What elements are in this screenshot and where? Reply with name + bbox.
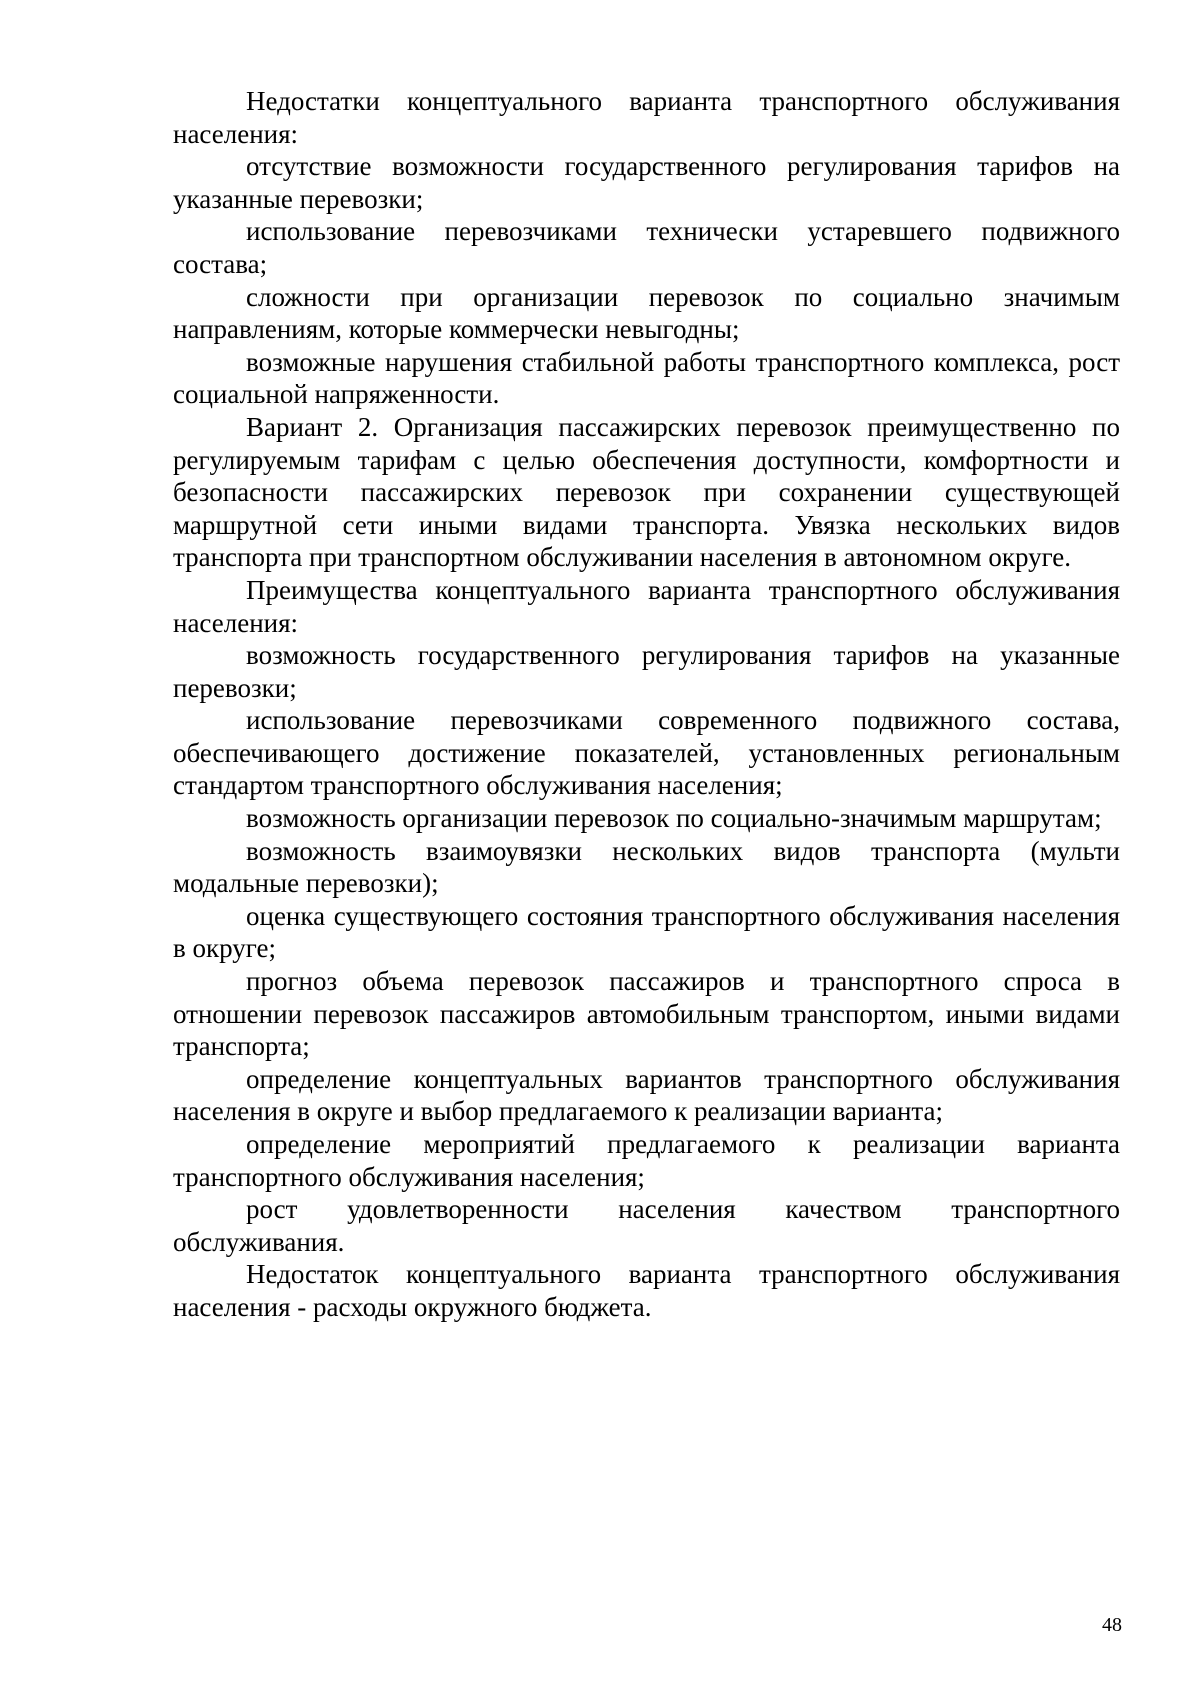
paragraph-assessment: оценка существующего состояния транспортного обслуживания населения в округе; [173, 900, 1120, 964]
paragraph-outdated-rolling-stock: использование перевозчиками технически устаревшего подвижного состава; [173, 216, 1120, 279]
paragraph-stability-violations: возможные нарушения стабильной работы транспортного комплекса, рост социальной напряженности. [173, 346, 1120, 410]
paragraph-disadvantages-heading: Недостатки концептуального варианта транспортного обслуживания населения: [173, 86, 1120, 149]
paragraph-no-tariff-regulation: отсутствие возможности государственного регулирования тарифов на указанные перевозки; [173, 151, 1120, 214]
paragraph-advantages-heading: Преимущества концептуального варианта транспортного обслуживания населения: [173, 574, 1120, 638]
paragraph-social-routes: возможность организации перевозок по социально-значимым маршрутам; [246, 803, 1102, 834]
paragraph-tariff-regulation: возможность государственного регулирования тарифов на указанные перевозки; [173, 640, 1120, 703]
paragraph-forecast: прогноз объема перевозок пассажиров и транспортного спроса в отношении перевозок пассажиров автомобильным транспортом, иными видами транспорта; [173, 966, 1120, 1062]
paragraph-budget-disadvantage: Недостаток концептуального варианта транспортного обслуживания населения - расходы окружного бюджета. [173, 1259, 1120, 1322]
page-number: 48 [1102, 1614, 1122, 1636]
document-body [173, 85, 1120, 1324]
paragraph-variant-selection: определение концептуальных вариантов транспортного обслуживания населения в округе и выбор предлагаемого к реализации варианта; [173, 1063, 1120, 1127]
paragraph-modern-rolling-stock: использование перевозчиками современного подвижного состава, обеспечивающего достижение показателей, установленных региональным стандартом транспортного обслуживания населения; [173, 705, 1120, 801]
paragraph-social-routes-difficulty: сложности при организации перевозок по социально значимым направлениям, которые коммерчески невыгодны; [173, 281, 1120, 345]
paragraph-measures: определение мероприятий предлагаемого к реализации варианта транспортного обслуживания населения; [173, 1129, 1120, 1192]
paragraph-variant-2: Вариант 2. Организация пассажирских перевозок преимущественно по регулируемым тарифам с целью обеспечения доступности, комфортности и безопасности пассажирских перевозок при сохранении существующей маршрутной сети иными видами транспорта. Увязка нескольких видов транспорта при транспортном обслуживании населения в автономном округе. [173, 411, 1120, 573]
paragraph-multimodal: возможность взаимоувязки нескольких видов транспорта (мульти модальные перевозки); [173, 835, 1120, 899]
paragraph-satisfaction-growth: рост удовлетворенности населения качеством транспортного обслуживания. [173, 1194, 1120, 1257]
